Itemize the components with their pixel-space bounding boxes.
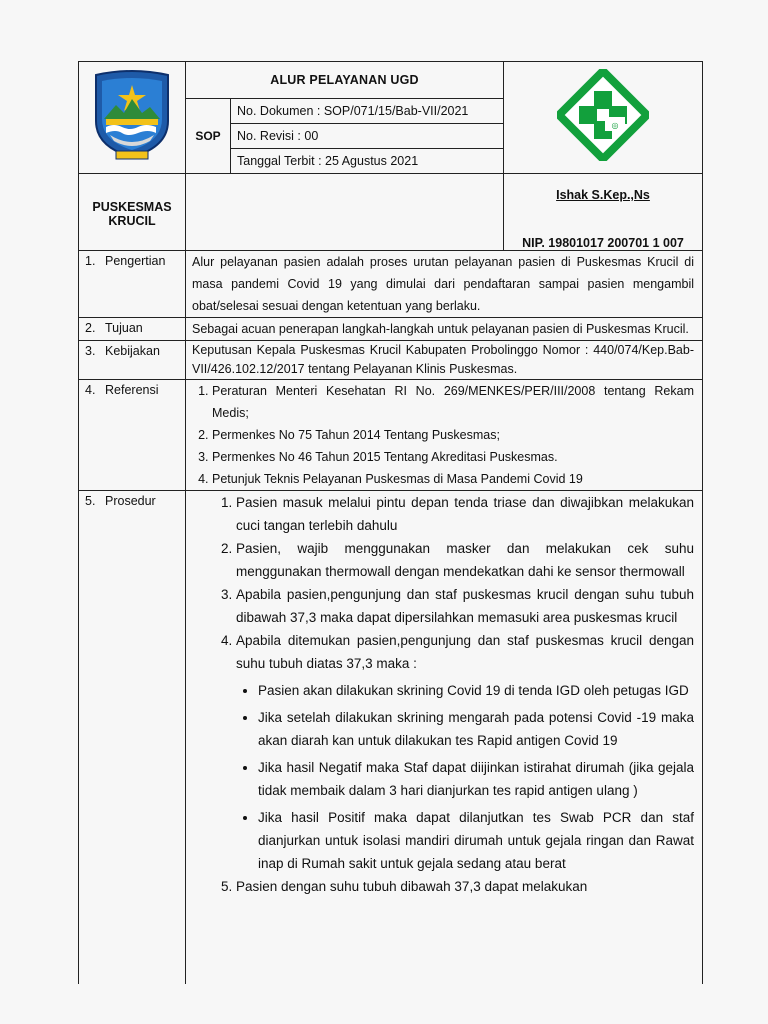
text-pengertian: Alur pelayanan pasien adalah proses urutan pelayanan pasien di Puskesmas Krucil di masa pandemi Covid 19 yang dimulai dari pendaftaran sampai pasien mengambil obat/selesai sesuai dengan ketentuan yang berlaku. — [186, 251, 703, 318]
prosedur-step: 2. Pasien, wajib menggunakan masker dan melakukan cek suhu menggunakan thermowall dengan mendekatkan dahi ke sensor thermowall — [236, 537, 694, 583]
puskesmas-name-line1: PUSKESMAS — [92, 200, 172, 214]
prosedur-substep: • Pasien akan dilakukan skrining Covid 19 di tenda IGD oleh petugas IGD — [258, 679, 694, 702]
text-tujuan: Sebagai acuan penerapan langkah-langkah untuk pelayanan pasien di Puskesmas Krucil. — [186, 318, 703, 341]
prosedur-steps — [192, 491, 694, 898]
svg-text:◎: ◎ — [611, 121, 619, 130]
sop-body-table — [78, 250, 703, 984]
prosedur-cell — [186, 491, 703, 985]
referensi-item: 3. Permenkes No 46 Tahun 2015 Tentang Akreditasi Puskesmas. — [212, 446, 694, 468]
regency-crest-icon — [90, 69, 174, 161]
prosedur-step-text: Apabila ditemukan pasien,pengunjung dan staf puskesmas krucil dengan suhu tubuh diatas 37,3 maka : — [236, 633, 694, 671]
prosedur-substep: • Jika hasil Negatif maka Staf dapat diijinkan istirahat dirumah (jika gejala tidak membaik dalam 3 hari dianjurkan tes rapid antigen ulang ) — [258, 756, 694, 802]
row-referensi — [79, 380, 703, 491]
label-pengertian — [79, 251, 186, 318]
row-kebijakan — [79, 341, 703, 380]
puskesmas-logo-icon — [557, 69, 649, 161]
label-kebijakan — [79, 341, 186, 380]
prosedur-substep: • Jika hasil Positif maka dapat dilanjutkan tes Swab PCR dan staf dianjurkan untuk isolasi mandiri dirumah untuk gejala ringan dan Rawat inap di Rumah sakit untuk gejala sedang atau berat — [258, 806, 694, 875]
sop-label: SOP — [186, 99, 231, 174]
prosedur-substep: • Jika setelah dilakukan skrining mengarah pada potensi Covid -19 maka akan diarah kan untuk dilakukan tes Rapid antigen Covid 19 — [258, 706, 694, 752]
label-text: Prosedur — [105, 494, 156, 508]
text-kebijakan: Keputusan Kepala Puskesmas Krucil Kabupaten Probolinggo Nomor : 440/074/Kep.Bab-VII/426.102.12/2017 tentang Pelayanan Klinis Puskesmas. — [186, 341, 703, 380]
row-prosedur — [79, 491, 703, 985]
label-referensi — [79, 380, 186, 491]
row-pengertian — [79, 251, 703, 318]
regency-crest-cell — [79, 62, 186, 174]
sop-document — [78, 61, 702, 984]
puskesmas-name — [79, 174, 186, 251]
label-text: Referensi — [105, 383, 159, 397]
label-number: 5. — [85, 494, 96, 508]
label-text: Tujuan — [105, 321, 143, 335]
no-revisi: No. Revisi : 00 — [231, 124, 504, 149]
no-dokumen: No. Dokumen : SOP/071/15/Bab-VII/2021 — [231, 99, 504, 124]
signature-block — [504, 174, 703, 251]
label-number: 1. — [85, 254, 96, 268]
prosedur-step: 5. Pasien dengan suhu tubuh dibawah 37,3 dapat melakukan — [236, 875, 694, 898]
row-tujuan — [79, 318, 703, 341]
referensi-item: 1. Peraturan Menteri Kesehatan RI No. 269/MENKES/PER/III/2008 tentang Rekam Medis; — [212, 380, 694, 424]
prosedur-step — [236, 629, 694, 875]
label-number: 2. — [85, 321, 96, 335]
tanggal-terbit: Tanggal Terbit : 25 Agustus 2021 — [231, 149, 504, 174]
label-text: Pengertian — [105, 254, 166, 268]
prosedur-step: 3. Apabila pasien,pengunjung dan staf puskesmas krucil dengan suhu tubuh dibawah 37,3 maka dapat dipersilahkan memasuki area puskesmas krucil — [236, 583, 694, 629]
label-tujuan — [79, 318, 186, 341]
label-number: 3. — [85, 344, 96, 358]
prosedur-substeps — [236, 679, 694, 875]
label-prosedur — [79, 491, 186, 985]
referensi-list — [192, 380, 694, 490]
puskesmas-name-line2: KRUCIL — [108, 214, 156, 228]
puskesmas-logo-cell — [504, 62, 703, 174]
prosedur-step: 1. Pasien masuk melalui pintu depan tenda triase dan diwajibkan melakukan cuci tangan terlebih dahulu — [236, 491, 694, 537]
blank-cell — [186, 174, 504, 251]
signer-name: Ishak S.Kep.,Ns — [556, 188, 650, 202]
document-title: ALUR PELAYANAN UGD — [186, 62, 504, 99]
label-number: 4. — [85, 383, 96, 397]
signer-nip: NIP. 19801017 200701 1 007 — [522, 236, 684, 250]
referensi-item: 4. Petunjuk Teknis Pelayanan Puskesmas di Masa Pandemi Covid 19 — [212, 468, 694, 490]
sop-header-table — [78, 61, 703, 251]
referensi-list-cell — [186, 380, 703, 491]
referensi-item: 2. Permenkes No 75 Tahun 2014 Tentang Puskesmas; — [212, 424, 694, 446]
label-text: Kebijakan — [105, 344, 160, 358]
